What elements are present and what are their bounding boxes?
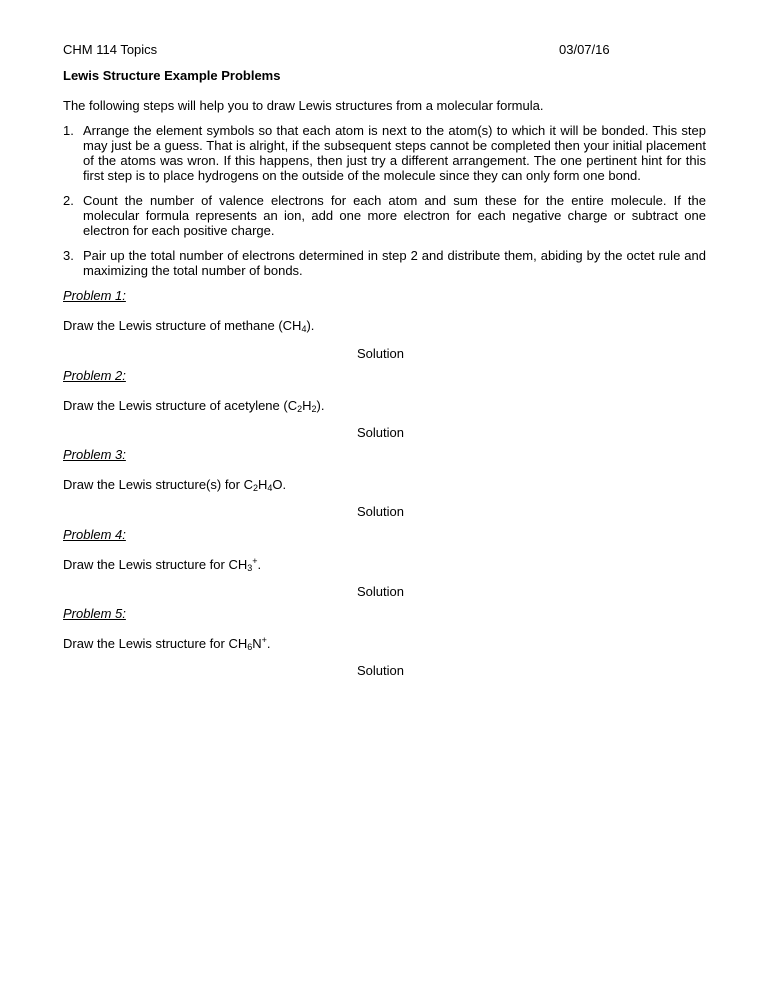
problem-2-solution-link[interactable]: Solution [357, 425, 404, 440]
problem-3-heading: Problem 3: [63, 447, 126, 462]
step-item [63, 248, 706, 278]
problem-2-text: Draw the Lewis structure of acetylene $(C_2H_2)$. [63, 398, 325, 414]
step-number: 2. [63, 193, 74, 208]
intro-paragraph: The following steps will help you to draw Lewis structures from a molecular formula. [63, 98, 544, 113]
problem-5-heading: Problem 5: [63, 606, 126, 621]
step-text: Arrange the element symbols so that each atom is next to the atom(s) to which it will be bonded. This step may just be a guess. That is alright, if the subsequent steps cannot be completed then your initial placement of the atoms was wron. If this happens, then just try a different arrangement. The one pertinent hint for this first step is to place hydrogens on the outside of the molecule since they can only form one bond. [83, 123, 706, 183]
step-item [63, 123, 706, 183]
step-number: 3. [63, 248, 74, 263]
date-header: 03/07/16 [559, 42, 610, 57]
steps-list [63, 123, 706, 288]
step-item [63, 193, 706, 238]
problem-3-text: Draw the Lewis structure(s) for $C_2H_4O$. [63, 477, 287, 493]
step-text: Count the number of valence electrons for each atom and sum these for the entire molecule. If the molecular formula represents an ion, add one more electron for each negative charge or subtract one electron for each positive charge. [83, 193, 706, 238]
problem-2-heading: Problem 2: [63, 368, 126, 383]
step-text: Pair up the total number of electrons determined in step 2 and distribute them, abiding by the octet rule and maximizing the total number of bonds. [83, 248, 706, 278]
problem-1-heading: Problem 1: [63, 288, 126, 303]
problem-1-solution-link[interactable]: Solution [357, 346, 404, 361]
problem-5-solution-link[interactable]: Solution [357, 663, 404, 678]
problem-1-text: Draw the Lewis structure of methane $(CH_4)$. [63, 318, 315, 334]
problem-3-solution-link[interactable]: Solution [357, 504, 404, 519]
problem-5-text: Draw the Lewis structure for $CH_6N^+$. [63, 635, 271, 652]
document-title: Lewis Structure Example Problems [63, 68, 281, 83]
problem-4-text: Draw the Lewis structure for $CH_3^+$. [63, 556, 262, 573]
problem-4-solution-link[interactable]: Solution [357, 584, 404, 599]
course-header: CHM 114 Topics [63, 42, 158, 57]
problem-4-heading: Problem 4: [63, 527, 126, 542]
step-number: 1. [63, 123, 74, 138]
